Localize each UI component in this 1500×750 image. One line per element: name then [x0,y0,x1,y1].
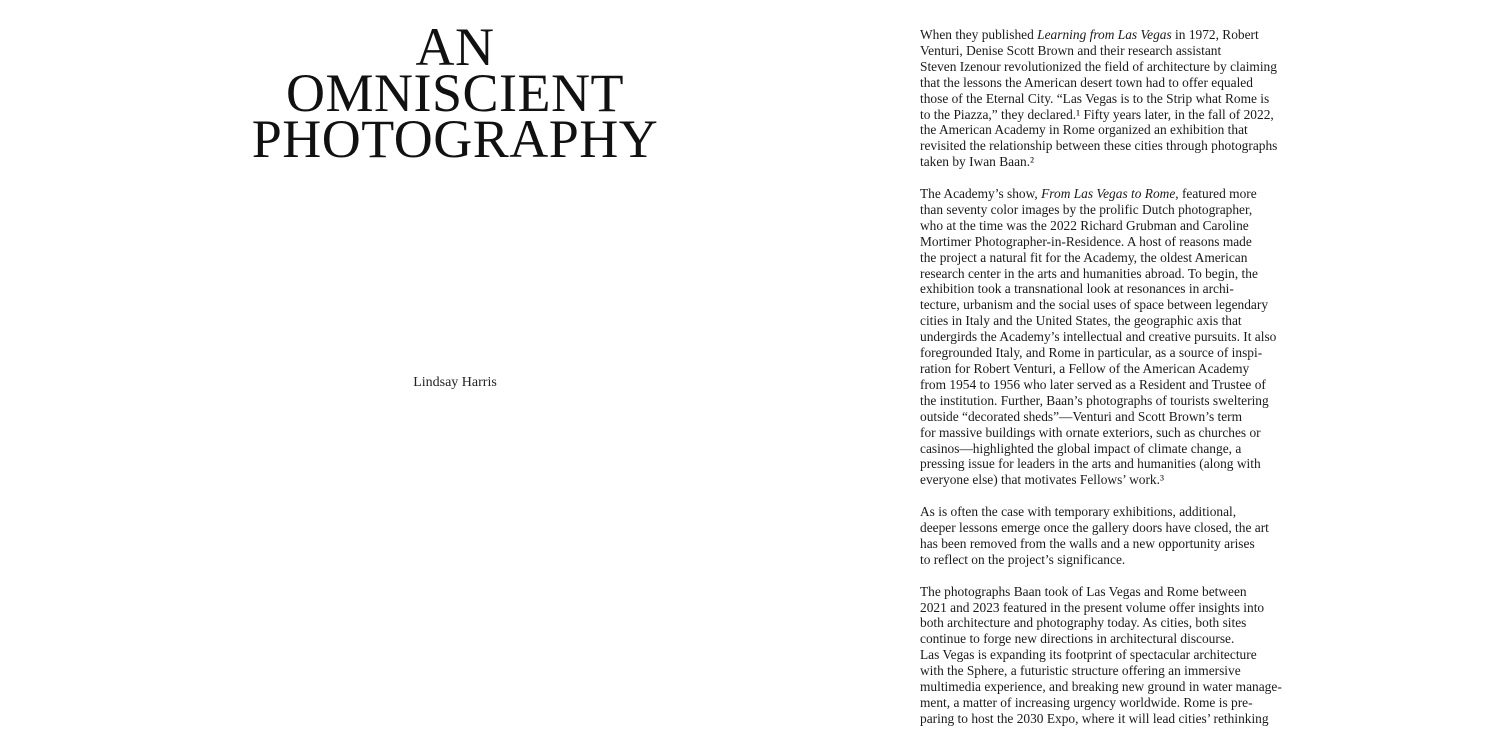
text-run: in 1972, Robert [1171,27,1259,42]
author-name: Lindsay Harris [413,375,497,390]
text-run: from 1954 to 1956 who later served as a Resident and Trustee of [920,376,1266,392]
text-line [920,297,1300,313]
text-line [920,75,1300,91]
text-line [920,393,1300,409]
text-run: foregrounded Italy, and Rome in particular, as a source of inspi- [920,345,1263,361]
text-run: undergirds the Academy’s intellectual and creative pursuits. It also [920,329,1277,345]
text-run: Las Vegas is expanding its footprint of spectacular architecture [920,647,1257,663]
text-line [920,504,1300,520]
text-run: When they published [920,27,1038,42]
text-line [920,584,1300,600]
text-run: the project a natural fit for the Academy, the oldest American [920,249,1248,265]
text-line [920,202,1300,218]
text-line [920,345,1300,361]
text-line [920,266,1300,282]
text-run: multimedia experience, and breaking new ground in water manage- [920,679,1282,695]
text-run: than seventy color images by the prolific Dutch photographer, [920,201,1253,217]
text-line [920,234,1300,250]
text-run: everyone else) that motivates Fellows’ work.³ [920,472,1164,488]
text-run: who at the time was the 2022 Richard Grubman and Caroline [920,217,1249,233]
text-run: 2021 and 2023 featured in the present volume offer insights into [920,599,1265,615]
title-line: AN [415,17,495,77]
text-line [920,679,1300,695]
text-line [920,409,1300,425]
body-paragraph [920,504,1300,568]
text-line [920,59,1300,75]
body-text [920,27,1300,743]
text-line [920,472,1300,488]
text-run: to reflect on the project’s significance. [920,551,1126,567]
text-run: As is often the case with temporary exhibitions, additional, [920,504,1237,520]
text-line [920,663,1300,679]
text-run: continue to forge new directions in architectural discourse. [920,631,1235,647]
text-run: ment, a matter of increasing urgency worldwide. Rome is pre- [920,695,1253,711]
text-line [920,329,1300,345]
text-run: exhibition took a transnational look at resonances in archi- [920,281,1234,297]
text-run: the institution. Further, Baan’s photographs of tourists sweltering [920,392,1269,408]
chapter-title [0,17,910,169]
text-line [920,456,1300,472]
text-run: those of the Eternal City. “Las Vegas is to the Strip what Rome is [920,90,1270,106]
title-line: PHOTOGRAPHY [251,109,659,169]
text-line [920,186,1300,202]
text-run: taken by Iwan Baan.² [920,154,1035,170]
text-run: ration for Robert Venturi, a Fellow of the American Academy [920,361,1250,377]
text-run: cities in Italy and the United States, the geographic axis that [920,313,1242,329]
text-line [920,218,1300,234]
text-line [920,600,1300,616]
text-run: outside “decorated sheds”—Venturi and Scott Brown’s term [920,408,1243,424]
text-run: the American Academy in Rome organized an exhibition that [920,122,1248,138]
text-line [920,520,1300,536]
text-line [920,615,1300,631]
text-run: Steven Izenour revolutionized the field of architecture by claiming [920,58,1277,74]
text-line [920,138,1300,154]
text-run: deeper lessons emerge once the gallery doors have closed, the art [920,520,1269,536]
text-line [920,361,1300,377]
text-run: Mortimer Photographer-in-Residence. A host of reasons made [920,233,1252,249]
body-paragraph [920,584,1300,727]
text-line [920,377,1300,393]
text-line [920,647,1300,663]
text-run: , featured more [1175,186,1257,202]
text-run: tecture, urbanism and the social uses of space between legendary [920,297,1269,313]
text-line [920,711,1300,727]
text-run: pressing issue for leaders in the arts and humanities (along with [920,456,1261,472]
text-run: research center in the arts and humanities abroad. To begin, the [920,265,1258,281]
text-line [920,695,1300,711]
italic-title: Learning from Las Vegas [1037,27,1172,42]
title-line: OMNISCIENT [286,63,624,123]
text-run: that the lessons the American desert town had to offer equaled [920,74,1253,90]
text-run: The photographs Baan took of Las Vegas and Rome between [920,583,1247,599]
text-run: to the Piazza,” they declared.¹ Fifty years later, in the fall of 2022, [920,106,1274,122]
text-line [920,107,1300,123]
text-line [920,43,1300,59]
text-run: casinos—highlighted the global impact of climate change, a [920,440,1242,456]
text-run: for massive buildings with ornate exteriors, such as churches or [920,424,1261,440]
text-line [920,425,1300,441]
text-line [920,250,1300,266]
text-line [920,154,1300,170]
text-line [920,631,1300,647]
text-line [920,281,1300,297]
text-run: Venturi, Denise Scott Brown and their research assistant [920,42,1222,58]
text-line [920,122,1300,138]
italic-title: From Las Vegas to Rome [1041,186,1176,202]
text-run: paring to host the 2030 Expo, where it will lead cities’ rethinking [920,710,1269,726]
text-run: The Academy’s show, [920,186,1042,202]
text-run: has been removed from the walls and a new opportunity arises [920,535,1255,551]
text-line [920,27,1300,43]
text-run: revisited the relationship between these cities through photographs [920,138,1278,154]
text-line [920,536,1300,552]
text-line [920,441,1300,457]
body-paragraph [920,186,1300,488]
body-paragraph [920,27,1300,170]
text-run: with the Sphere, a futuristic structure offering an immersive [920,663,1241,679]
text-run: both architecture and photography today. As cities, both sites [920,615,1247,631]
text-line [920,313,1300,329]
text-line [920,91,1300,107]
text-line [920,552,1300,568]
